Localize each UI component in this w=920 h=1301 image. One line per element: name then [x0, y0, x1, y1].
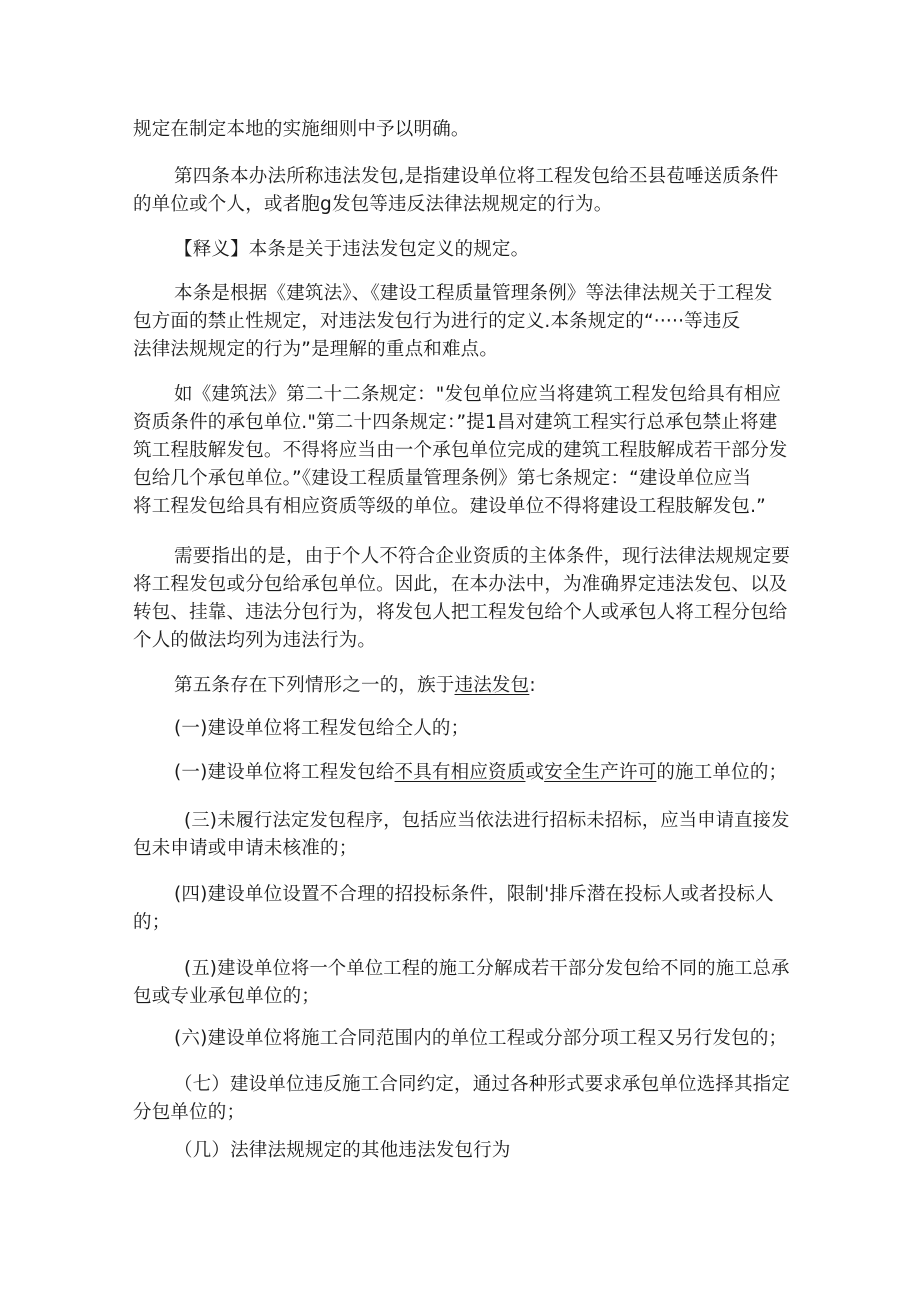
paragraph-line: 法律法规规定的行为”是理解的重点和难点。	[133, 339, 499, 360]
text-span: :	[529, 675, 536, 696]
text-span: 第五条存在下列情形之一的，族于	[174, 675, 455, 696]
paragraph-line: 需要指出的是，由于个人不符合企业资质的主体条件，现行法律法规规定要	[174, 546, 791, 567]
list-item-continuation: 包或专业承包单位的；	[133, 986, 321, 1007]
interpretation-heading: 【释义】本条是关于违法发包定义的规定。	[174, 239, 530, 260]
text-span: 的施工单位的；	[656, 762, 788, 783]
paragraph-line: 包给几个承包单位。”《建设工程质量管理条例》第七条规定：“建设单位应当	[133, 468, 752, 489]
list-item-continuation: 包未申请或申请未核准的；	[133, 838, 358, 859]
underlined-term: 安全生产许可	[544, 762, 657, 783]
list-item: (五)建设单位将一个单位工程的施工分解成若干部分发包给不同的施工总承	[184, 958, 790, 979]
list-item: (四)建设单位设置不合理的招投标条件，限制'排斥潜在投标人或者投标人	[174, 884, 774, 905]
paragraph-line: 的单位或个人，或者胞g发包等违反法律法规规定的行为。	[133, 194, 613, 215]
list-item: (一)建设单位将工程发包给仝人的；	[174, 718, 470, 739]
paragraph-line: 个人的做法均列为违法行为。	[133, 630, 377, 651]
paragraph-line: 将工程发包给具有相应资质等级的单位。建设单位不得将建设工程肢解发包.”	[133, 496, 766, 517]
list-item: (六)建设单位将施工合同范围内的单位工程或分部分项工程又另行发包的；	[174, 1028, 788, 1049]
list-item-continuation: 分包单位的；	[133, 1102, 246, 1123]
list-item: （七）建设单位违反施工合同约定，通过各种形式要求承包单位选择其指定	[174, 1074, 791, 1095]
list-item	[174, 760, 787, 786]
article-4-line: 第四条本办法所称违法发包,是指建设单位将工程发包给丕县苞唾送质条件	[174, 166, 779, 187]
underlined-term: 不具有相应资质	[394, 762, 526, 783]
paragraph-line: 资质条件的承包单位."第二十四条规定：”提1昌对建筑工程实行总承包禁止将建	[133, 412, 778, 433]
paragraph-line: 如《建筑法》第二十二条规定："发包单位应当将建筑工程发包给具有相应	[174, 384, 782, 405]
paragraph-line: 包方面的禁止性规定，对违法发包行为进行的定义.本条规定的“·····等违反	[133, 311, 741, 332]
list-item: （几）法律法规规定的其他违法发包行为	[174, 1140, 511, 1161]
paragraph-line: 规定在制定本地的实施细则中予以明确。	[133, 119, 470, 140]
underlined-term: 违法发包	[454, 675, 530, 696]
paragraph-line: 转包、挂靠、违法分包行为，将发包人把工程发包给个人或承包人将工程分包给	[133, 602, 788, 623]
list-item: (三)未履行法定发包程序，包括应当依法进行招标未招标，应当申请直接发	[184, 810, 790, 831]
paragraph-line: 将工程发包或分包给承包单位。因此，在本办法中，为准确界定违法发包、以及	[133, 574, 788, 595]
paragraph-line: 本条是根据《建筑法》、《建设工程质量管理条例》等法律法规关于工程发	[174, 283, 773, 304]
paragraph-line: 筑工程肢解发包。不得将应当由一个承包单位完成的建筑工程肢解成若干部分发	[133, 440, 788, 461]
text-span: 或	[525, 762, 545, 783]
article-5-line	[174, 673, 536, 699]
text-span: (一)建设单位将工程发包给	[174, 762, 395, 783]
list-item-continuation: 的；	[133, 912, 171, 933]
